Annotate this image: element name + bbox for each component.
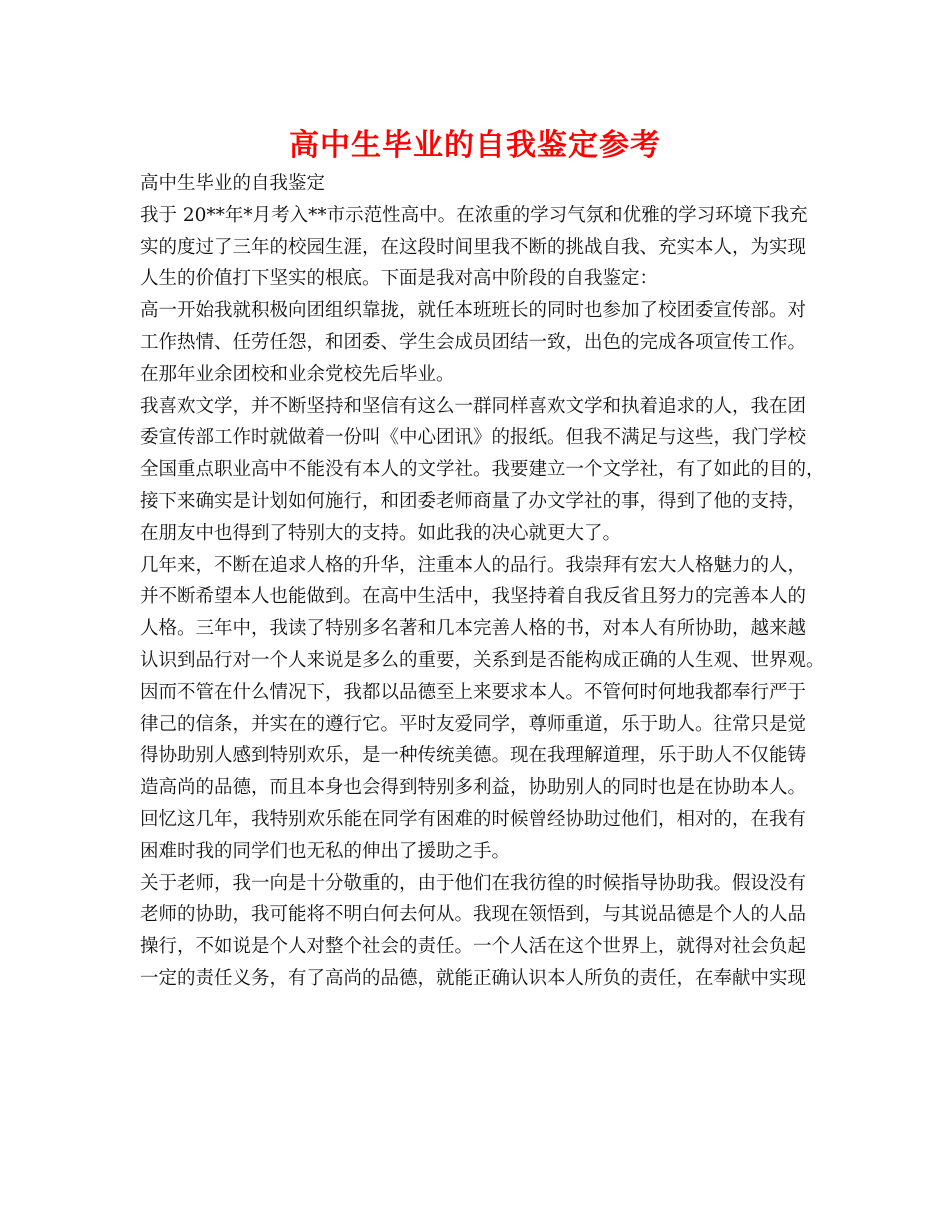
- body-line: 人生的价值打下坚实的根底。下面是我对高中阶段的自我鉴定：: [140, 268, 659, 290]
- body-line: 委宣传部工作时就做着一份叫《中心团讯》的报纸。但我不满足与这些，我门学校: [140, 427, 807, 449]
- document-body: [140, 168, 830, 995]
- body-line: 几年来，不断在追求人格的升华，注重本人的品行。我崇拜有宏大人格魅力的人，: [140, 554, 807, 576]
- body-line: 回忆这几年，我特别欢乐能在同学有困难的时候曾经协助过他们，相对的，在我有: [140, 808, 807, 830]
- body-line: 工作热情、任劳任怨，和团委、学生会成员团结一致，出色的完成各项宣传工作。: [140, 331, 807, 353]
- body-line: 一定的责任义务，有了高尚的品德，就能正确认识本人所负的责任，在奉献中实现: [140, 967, 807, 989]
- body-line: 我喜欢文学，并不断坚持和坚信有这么一群同样喜欢文学和执着追求的人，我在团: [140, 395, 807, 417]
- body-line: 因而不管在什么情况下，我都以品德至上来要求本人。不管何时何地我都奉行严于: [140, 681, 807, 703]
- body-line: 并不断希望本人也能做到。在高中生活中，我坚持着自我反省且努力的完善本人的: [140, 586, 807, 608]
- body-line: 高一开始我就积极向团组织靠拢，就任本班班长的同时也参加了校团委宣传部。对: [140, 300, 807, 322]
- body-line: 在朋友中也得到了特别大的支持。如此我的决心就更大了。: [140, 522, 622, 544]
- body-line: 得协助别人感到特别欢乐，是一种传统美德。现在我理解道理，乐于助人不仅能铸: [140, 745, 807, 767]
- body-line: 操行，不如说是个人对整个社会的责任。一个人活在这个世界上，就得对社会负起: [140, 936, 807, 958]
- body-line: 困难时我的同学们也无私的伸出了援助之手。: [140, 840, 511, 862]
- body-line: 全国重点职业高中不能没有本人的文学社。我要建立一个文学社，有了如此的目的，: [140, 459, 825, 481]
- document-title: 高中生毕业的自我鉴定参考: [289, 128, 661, 163]
- body-line: 造高尚的品德，而且本身也会得到特别多利益，协助别人的同时也是在协助本人。: [140, 777, 807, 799]
- body-line: 律己的信条，并实在的遵行它。平时友爱同学，尊师重道，乐于助人。往常只是觉: [140, 713, 807, 735]
- body-line: 高中生毕业的自我鉴定: [140, 173, 326, 194]
- body-line: 老师的协助，我可能将不明白何去何从。我现在领悟到，与其说品德是个人的人品: [140, 904, 807, 926]
- body-line: 我于 20**年*月考入**市示范性高中。在浓重的学习气氛和优雅的学习环境下我充: [140, 204, 808, 226]
- body-line: 认识到品行对一个人来说是多么的重要，关系到是否能构成正确的人生观、世界观。: [140, 649, 825, 671]
- body-line: 人格。三年中，我读了特别多名著和几本完善人格的书，对本人有所协助，越来越: [140, 618, 807, 640]
- body-line: 关于老师，我一向是十分敬重的，由于他们在我彷徨的时候指导协助我。假设没有: [140, 872, 807, 894]
- body-line: 在那年业余团校和业余党校先后毕业。: [140, 363, 455, 385]
- body-line: 接下来确实是计划如何施行，和团委老师商量了办文学社的事，得到了他的支持，: [140, 490, 807, 512]
- body-line: 实的度过了三年的校园生涯，在这段时间里我不断的挑战自我、充实本人，为实现: [140, 236, 807, 258]
